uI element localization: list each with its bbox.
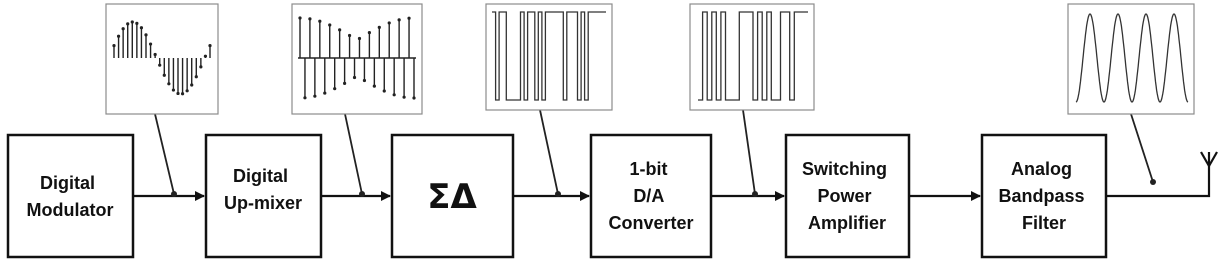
wire-filter-to-antenna bbox=[1106, 166, 1209, 196]
digital-upmixer-label: Digital Up-mixer bbox=[223, 166, 303, 213]
upmixer-output-waveform-inset bbox=[292, 4, 422, 114]
switching-power-amplifier-label: Switching Power Amplifier bbox=[801, 159, 887, 233]
filter-output-waveform-inset bbox=[1068, 4, 1194, 114]
one-bit-da-converter-label: 1-bit D/A Converter bbox=[608, 159, 694, 233]
digital-modulator-label: Digital Modulator bbox=[26, 173, 114, 220]
modulator-output-waveform-inset bbox=[106, 4, 218, 114]
antenna-icon bbox=[1201, 152, 1217, 166]
leader-4 bbox=[743, 110, 755, 194]
leader-3 bbox=[540, 110, 558, 194]
analog-bandpass-filter-label: Analog Bandpass Filter bbox=[998, 159, 1085, 233]
leader-1 bbox=[155, 114, 174, 194]
sigma-delta-output-waveform-inset bbox=[486, 4, 612, 110]
leader-2 bbox=[345, 114, 362, 194]
digital-modulator-block bbox=[8, 135, 133, 257]
da-converter-output-waveform-inset bbox=[690, 4, 814, 110]
sigma-delta-label: ΣΔ bbox=[427, 177, 477, 217]
leader-5 bbox=[1131, 114, 1153, 182]
